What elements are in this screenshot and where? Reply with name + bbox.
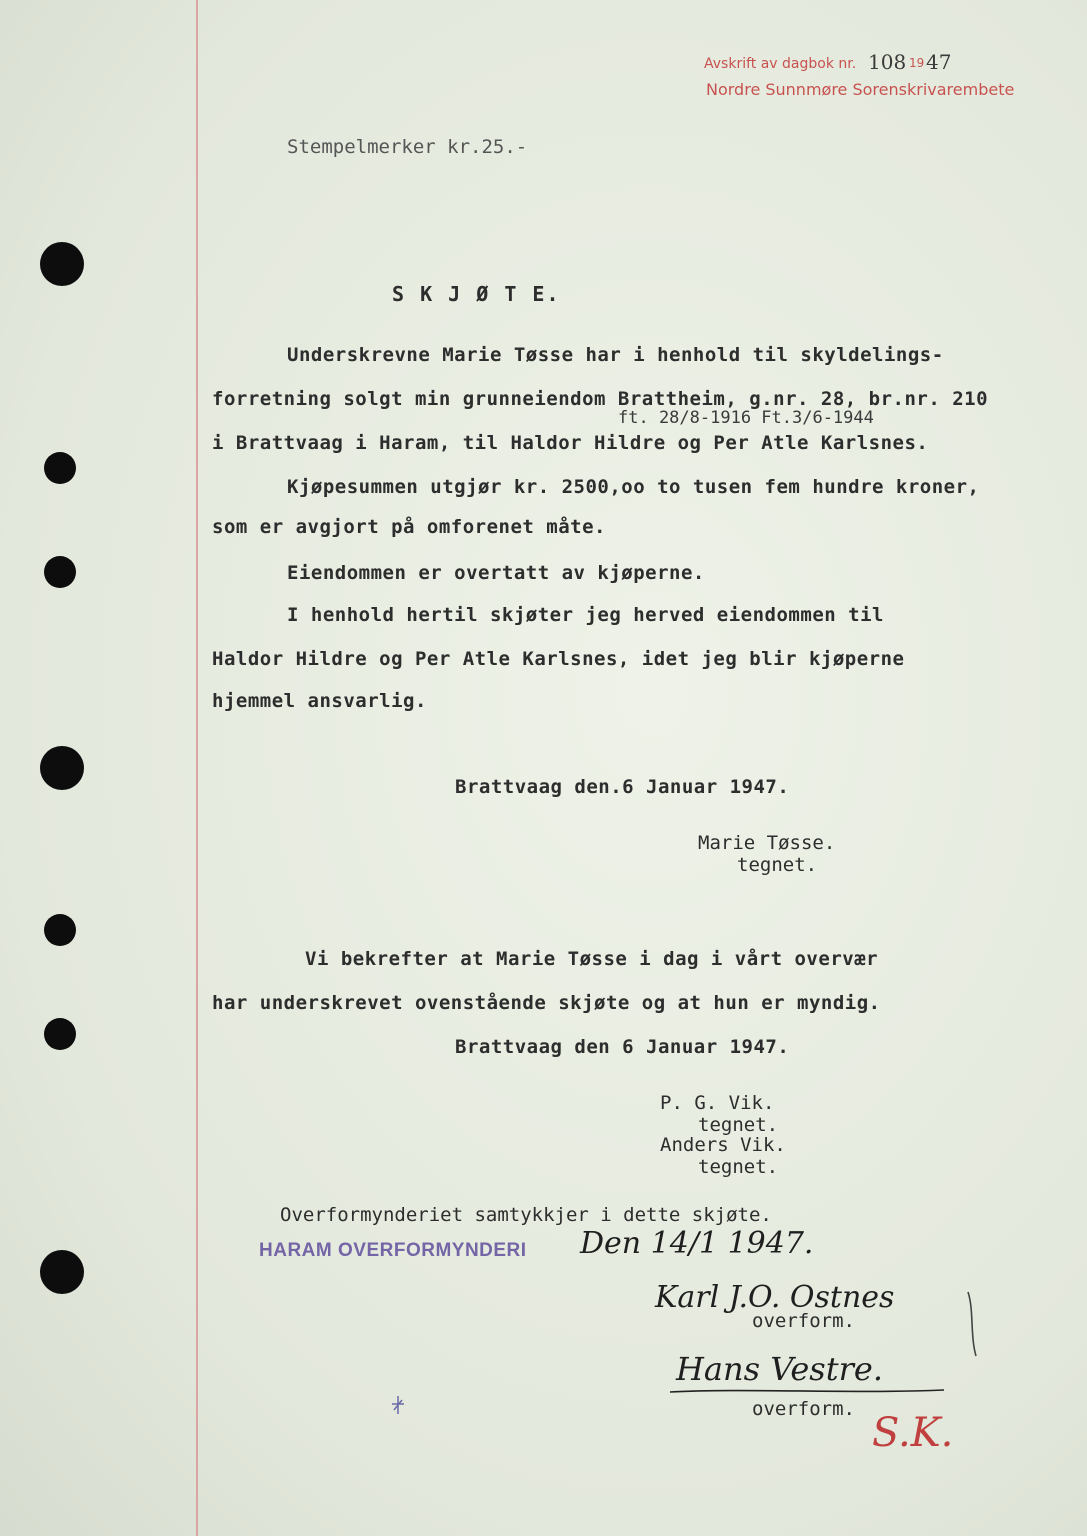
body-line: i Brattvaag i Haram, til Haldor Hildre og Per Atle Karlsnes. <box>212 432 929 454</box>
small-mark-icon <box>388 1394 408 1418</box>
header-office: Nordre Sunnmøre Sorenskrivarembete <box>706 80 1015 99</box>
punch-hole <box>40 746 84 790</box>
header-year-small: 19 <box>909 56 925 70</box>
body-line: Haldor Hildre og Per Atle Karlsnes, idet jeg blir kjøperne <box>212 648 905 670</box>
signer-name: Marie Tøsse. <box>698 832 836 854</box>
punch-hole <box>44 914 76 946</box>
interlinear-note: ft. 28/8-1916 Ft.3/6-1944 <box>618 408 874 428</box>
consent-line: Overformynderiet samtykkjer i dette skjøte. <box>280 1204 772 1226</box>
stamp-duty-line: Stempelmerker kr.25.- <box>287 136 528 158</box>
overform-label: overform. <box>752 1398 855 1420</box>
body-line: Underskrevne Marie Tøsse har i henhold til skyldelings- <box>287 344 944 366</box>
punch-hole <box>44 556 76 588</box>
signature-hans-vestre: Hans Vestre. <box>676 1350 883 1388</box>
signature-flourish <box>962 1290 982 1360</box>
signature-karl-ostnes: Karl J.O. Ostnes <box>655 1280 895 1315</box>
punch-hole <box>44 1018 76 1050</box>
body-line: som er avgjort på omforenet måte. <box>212 516 606 538</box>
date-line: Brattvaag den.6 Januar 1947. <box>455 776 790 798</box>
witness-name: P. G. Vik. <box>660 1092 775 1114</box>
body-line: I henhold hertil skjøter jeg herved eiendommen til <box>287 604 884 626</box>
header-year: 47 <box>926 50 952 74</box>
body-line: forretning solgt min grunneiendom Brattheim, g.nr. 28, br.nr. 210 <box>212 388 989 410</box>
date-line: Brattvaag den 6 Januar 1947. <box>455 1036 790 1058</box>
witness-name: Anders Vik. <box>660 1134 786 1156</box>
header-number: 108 <box>868 50 907 74</box>
witness-line: Vi bekrefter at Marie Tøsse i dag i vårt overvær <box>305 948 879 970</box>
document-title: S K J Ø T E. <box>392 282 561 306</box>
signature-underline <box>668 1386 948 1396</box>
punch-hole <box>40 1250 84 1294</box>
body-line: hjemmel ansvarlig. <box>212 690 427 712</box>
header-prefix: Avskrift av dagbok nr. <box>704 56 857 72</box>
red-initials: S.K. <box>872 1410 954 1456</box>
overform-label: overform. <box>752 1310 855 1332</box>
signer-note: tegnet. <box>737 854 818 876</box>
witness-note: tegnet. <box>698 1114 779 1136</box>
margin-rule <box>196 0 198 1536</box>
punch-hole <box>44 452 76 484</box>
overformynderi-stamp: HARAM OVERFORMYNDERI <box>259 1240 527 1261</box>
punch-hole <box>40 242 84 286</box>
handwritten-date: Den 14/1 1947. <box>580 1226 814 1261</box>
body-line: Eiendommen er overtatt av kjøperne. <box>287 562 705 584</box>
witness-line: har underskrevet ovenstående skjøte og at hun er myndig. <box>212 992 881 1014</box>
witness-note: tegnet. <box>698 1156 779 1178</box>
body-line: Kjøpesummen utgjør kr. 2500,oo to tusen fem hundre kroner, <box>287 476 980 498</box>
